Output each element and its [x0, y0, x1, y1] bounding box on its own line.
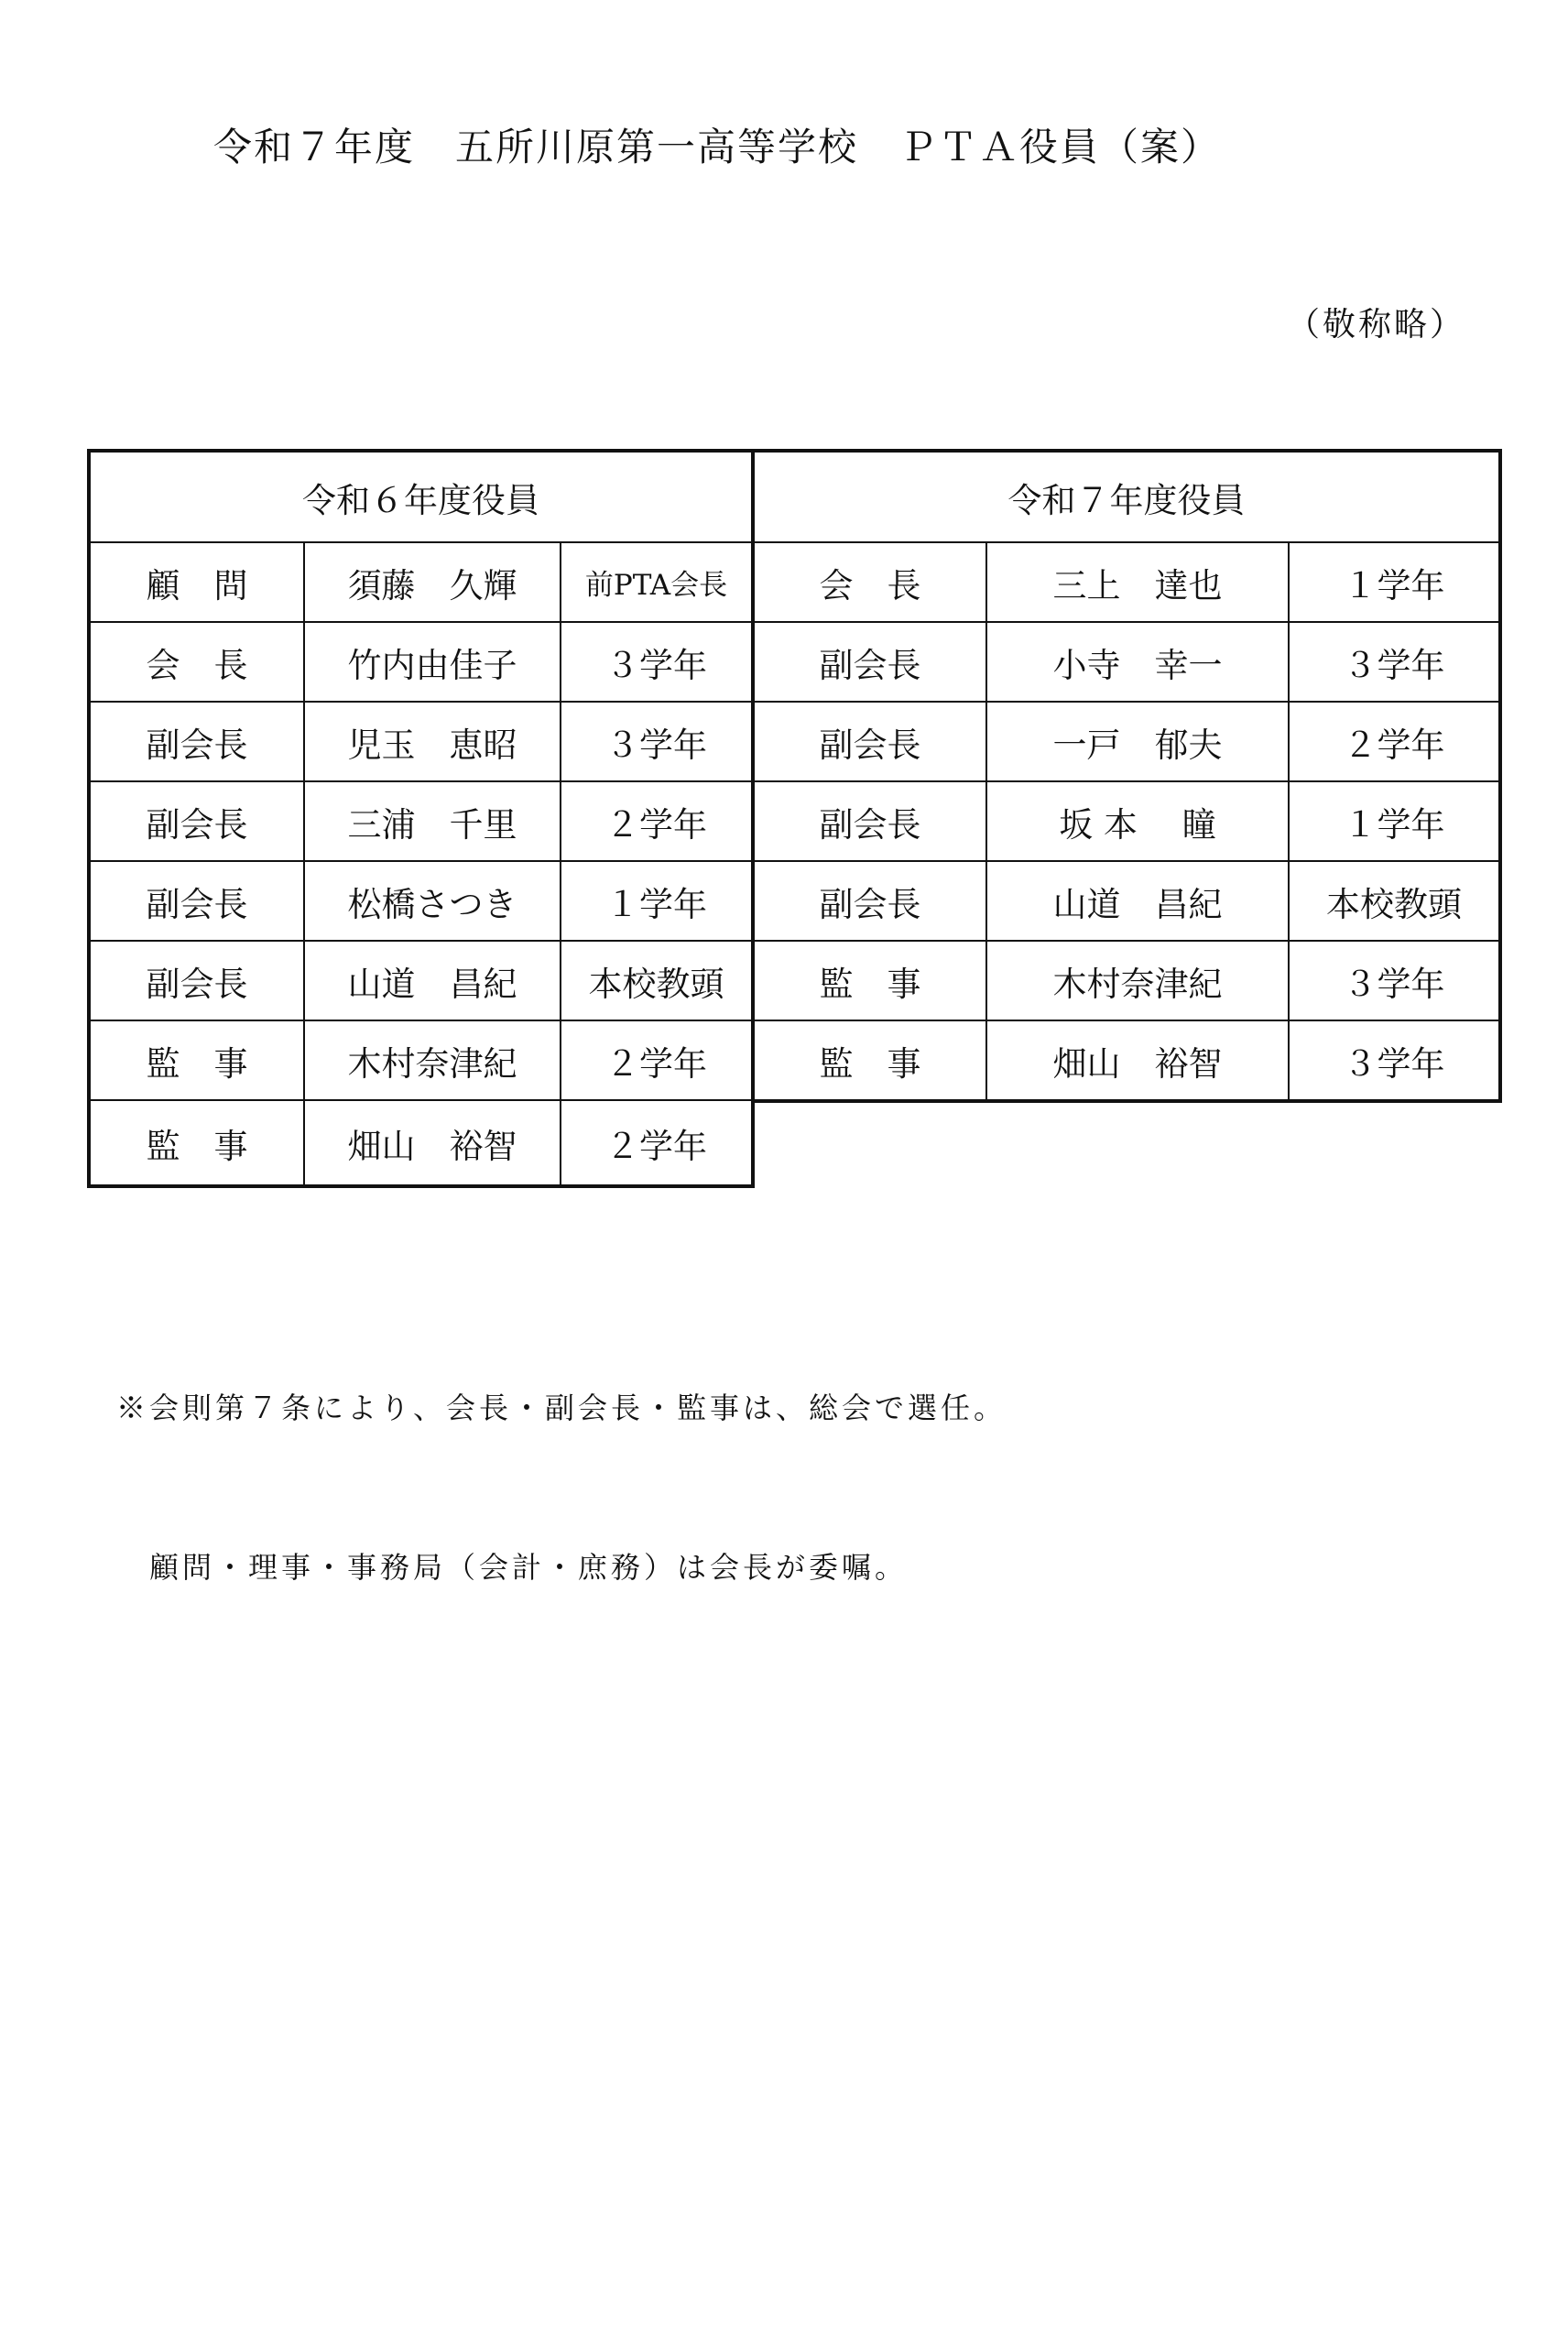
note-cell: １学年 — [1289, 542, 1500, 622]
table-row — [753, 941, 1500, 1020]
name-cell: 児玉 恵昭 — [304, 702, 561, 781]
table-row — [89, 1020, 753, 1100]
table-row — [753, 702, 1500, 781]
note-cell: ２学年 — [1289, 702, 1500, 781]
note-cell: １学年 — [561, 861, 753, 941]
document-title: 令和７年度 五所川原第一高等学校 ＰＴＡ役員（案） — [213, 125, 1222, 169]
role-cell: 副会長 — [89, 941, 304, 1020]
current-year-heading: 令和７年度役員 — [753, 451, 1500, 542]
bylaw-note-line-2: 顧問・理事・事務局（会計・庶務）は会長が委嘱。 — [116, 1550, 909, 1585]
bylaw-note — [116, 1275, 1007, 1647]
role-cell: 副会長 — [753, 861, 986, 941]
table-row — [89, 781, 753, 861]
role-cell: 監 事 — [89, 1100, 304, 1186]
note-cell: ２学年 — [561, 1020, 753, 1100]
name-cell: 三浦 千里 — [304, 781, 561, 861]
role-cell: 会 長 — [89, 622, 304, 702]
table-row — [89, 542, 753, 622]
table-row — [753, 542, 1500, 622]
name-cell: 坂 本 瞳 — [986, 781, 1289, 861]
table-row — [753, 861, 1500, 941]
role-cell: 副会長 — [753, 702, 986, 781]
table-header-row — [753, 451, 1500, 542]
name-cell: 畑山 裕智 — [304, 1100, 561, 1186]
name-cell: 畑山 裕智 — [986, 1020, 1289, 1101]
role-cell: 顧 問 — [89, 542, 304, 622]
role-cell: 副会長 — [89, 781, 304, 861]
table-row — [753, 1020, 1500, 1101]
name-cell: 小寺 幸一 — [986, 622, 1289, 702]
name-cell: 一戸 郁夫 — [986, 702, 1289, 781]
role-cell: 会 長 — [753, 542, 986, 622]
table-row — [89, 941, 753, 1020]
note-cell: １学年 — [1289, 781, 1500, 861]
note-cell: ３学年 — [1289, 941, 1500, 1020]
role-cell: 監 事 — [89, 1020, 304, 1100]
role-cell: 副会長 — [753, 622, 986, 702]
name-cell: 山道 昌紀 — [304, 941, 561, 1020]
note-cell: ３学年 — [1289, 1020, 1500, 1101]
name-cell: 木村奈津紀 — [304, 1020, 561, 1100]
name-cell: 須藤 久輝 — [304, 542, 561, 622]
role-cell: 副会長 — [89, 861, 304, 941]
note-cell: 前PTA会長 — [561, 542, 753, 622]
note-cell: ３学年 — [561, 622, 753, 702]
honorific-note: （敬称略） — [1286, 306, 1465, 344]
note-cell: ２学年 — [561, 1100, 753, 1186]
note-cell: ３学年 — [1289, 622, 1500, 702]
name-cell: 三上 達也 — [986, 542, 1289, 622]
table-row — [89, 702, 753, 781]
table-header-row — [89, 451, 753, 542]
table-row — [89, 861, 753, 941]
table-row — [753, 622, 1500, 702]
note-cell: 本校教頭 — [561, 941, 753, 1020]
previous-year-heading: 令和６年度役員 — [89, 451, 753, 542]
note-cell: ２学年 — [561, 781, 753, 861]
name-cell: 竹内由佳子 — [304, 622, 561, 702]
current-year-officers-table — [751, 449, 1502, 1103]
role-cell: 監 事 — [753, 941, 986, 1020]
name-cell: 松橋さつき — [304, 861, 561, 941]
role-cell: 副会長 — [89, 702, 304, 781]
table-row — [753, 781, 1500, 861]
note-cell: ３学年 — [561, 702, 753, 781]
name-cell: 木村奈津紀 — [986, 941, 1289, 1020]
name-cell: 山道 昌紀 — [986, 861, 1289, 941]
previous-year-officers-table — [87, 449, 755, 1188]
note-cell: 本校教頭 — [1289, 861, 1500, 941]
role-cell: 副会長 — [753, 781, 986, 861]
bylaw-note-line-1: ※会則第７条により、会長・副会長・監事は、総会で選任。 — [116, 1391, 1007, 1425]
table-row — [89, 622, 753, 702]
table-row — [89, 1100, 753, 1186]
role-cell: 監 事 — [753, 1020, 986, 1101]
